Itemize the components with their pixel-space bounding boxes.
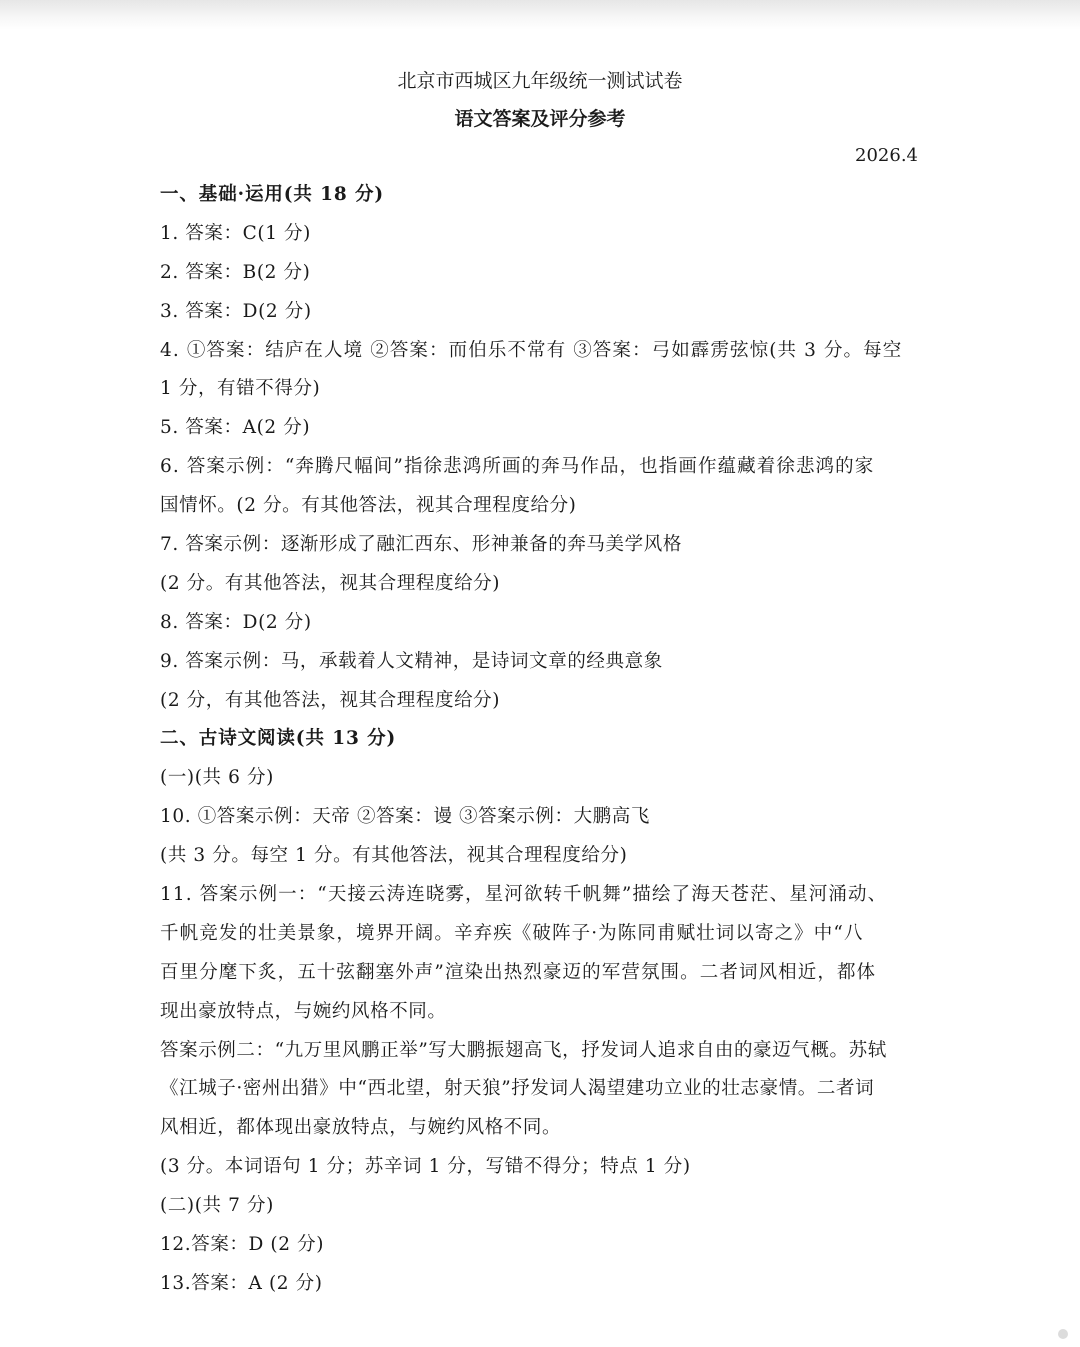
subsection-heading: (一)(共 6 分) — [160, 767, 274, 789]
answer-line: 11. 答案示例一：“天接云涛连晓雾，星河欲转千帆舞”描绘了海天苍茫、星河涌动、 — [160, 884, 888, 906]
scroll-indicator[interactable] — [1058, 1329, 1068, 1339]
answer-line: 10. ①答案示例：天帝 ②答案：谩 ③答案示例：大鹏高飞 — [160, 806, 650, 828]
exam-subtitle: 语文答案及评分参考 — [454, 108, 626, 130]
answer-line: 国情怀。(2 分。有其他答法，视其合理程度给分) — [160, 495, 577, 517]
answer-line: 风相近，都体现出豪放特点，与婉约风格不同。 — [160, 1117, 562, 1139]
answer-line: 12.答案：D (2 分) — [160, 1234, 325, 1256]
answer-line: 4. ①答案：结庐在人境 ②答案：而伯乐不常有 ③答案：弓如霹雳弦惊(共 3 分。每空 — [160, 339, 903, 361]
answer-document — [160, 66, 920, 1304]
section-heading-2: 二、古诗文阅读(共 13 分) — [160, 728, 397, 750]
answer-line: 答案示例二：“九万里风鹏正举”写大鹏振翅高飞，抒发词人追求自由的豪迈气概。苏轼 — [160, 1039, 887, 1061]
answer-line: 2. 答案：B(2 分) — [160, 261, 311, 283]
answer-line: (2 分，有其他答法，视其合理程度给分) — [160, 689, 501, 711]
answer-line: 8. 答案：D(2 分) — [160, 611, 312, 633]
exam-title: 北京市西城区九年级统一测试试卷 — [397, 70, 683, 92]
answer-line: 13.答案：A (2 分) — [160, 1272, 323, 1294]
answer-line: (3 分。本词语句 1 分；苏辛词 1 分，写错不得分；特点 1 分) — [160, 1156, 691, 1178]
answer-line: (共 3 分。每空 1 分。有其他答法，视其合理程度给分) — [160, 845, 628, 867]
subsection-heading: (二)(共 7 分) — [160, 1195, 274, 1217]
section-heading-1: 一、基础·运用(共 18 分) — [160, 184, 385, 205]
exam-date: 2026.4 — [855, 145, 918, 166]
answer-line: 3. 答案：D(2 分) — [160, 300, 312, 322]
answer-line: 现出豪放特点，与婉约风格不同。 — [160, 1000, 447, 1022]
answer-line: 6. 答案示例：“奔腾尺幅间”指徐悲鸿所画的奔马作品，也指画作蕴藏着徐悲鸿的家 — [160, 456, 875, 478]
answer-line: 百里分麾下炙，五十弦翻塞外声”渲染出热烈豪迈的军营氛围。二者词风相近，都体 — [160, 961, 877, 983]
answer-line: 千帆竞发的壮美景象，境界开阔。辛弃疾《破阵子·为陈同甫赋壮词以寄之》中“八 — [160, 922, 864, 944]
answer-line: 1. 答案：C(1 分) — [160, 222, 311, 244]
answer-line: (2 分。有其他答法，视其合理程度给分) — [160, 572, 501, 594]
top-shadow — [0, 0, 1080, 30]
answer-line: 9. 答案示例：马，承载着人文精神，是诗词文章的经典意象 — [160, 650, 663, 672]
answer-line: 1 分，有错不得分) — [160, 378, 321, 400]
answer-line: 《江城子·密州出猎》中“西北望，射天狼”抒发词人渴望建功立业的壮志豪情。二者词 — [160, 1078, 875, 1100]
answer-line: 7. 答案示例：逐渐形成了融汇西东、形神兼备的奔马美学风格 — [160, 534, 682, 556]
answer-line: 5. 答案：A(2 分) — [160, 417, 311, 439]
